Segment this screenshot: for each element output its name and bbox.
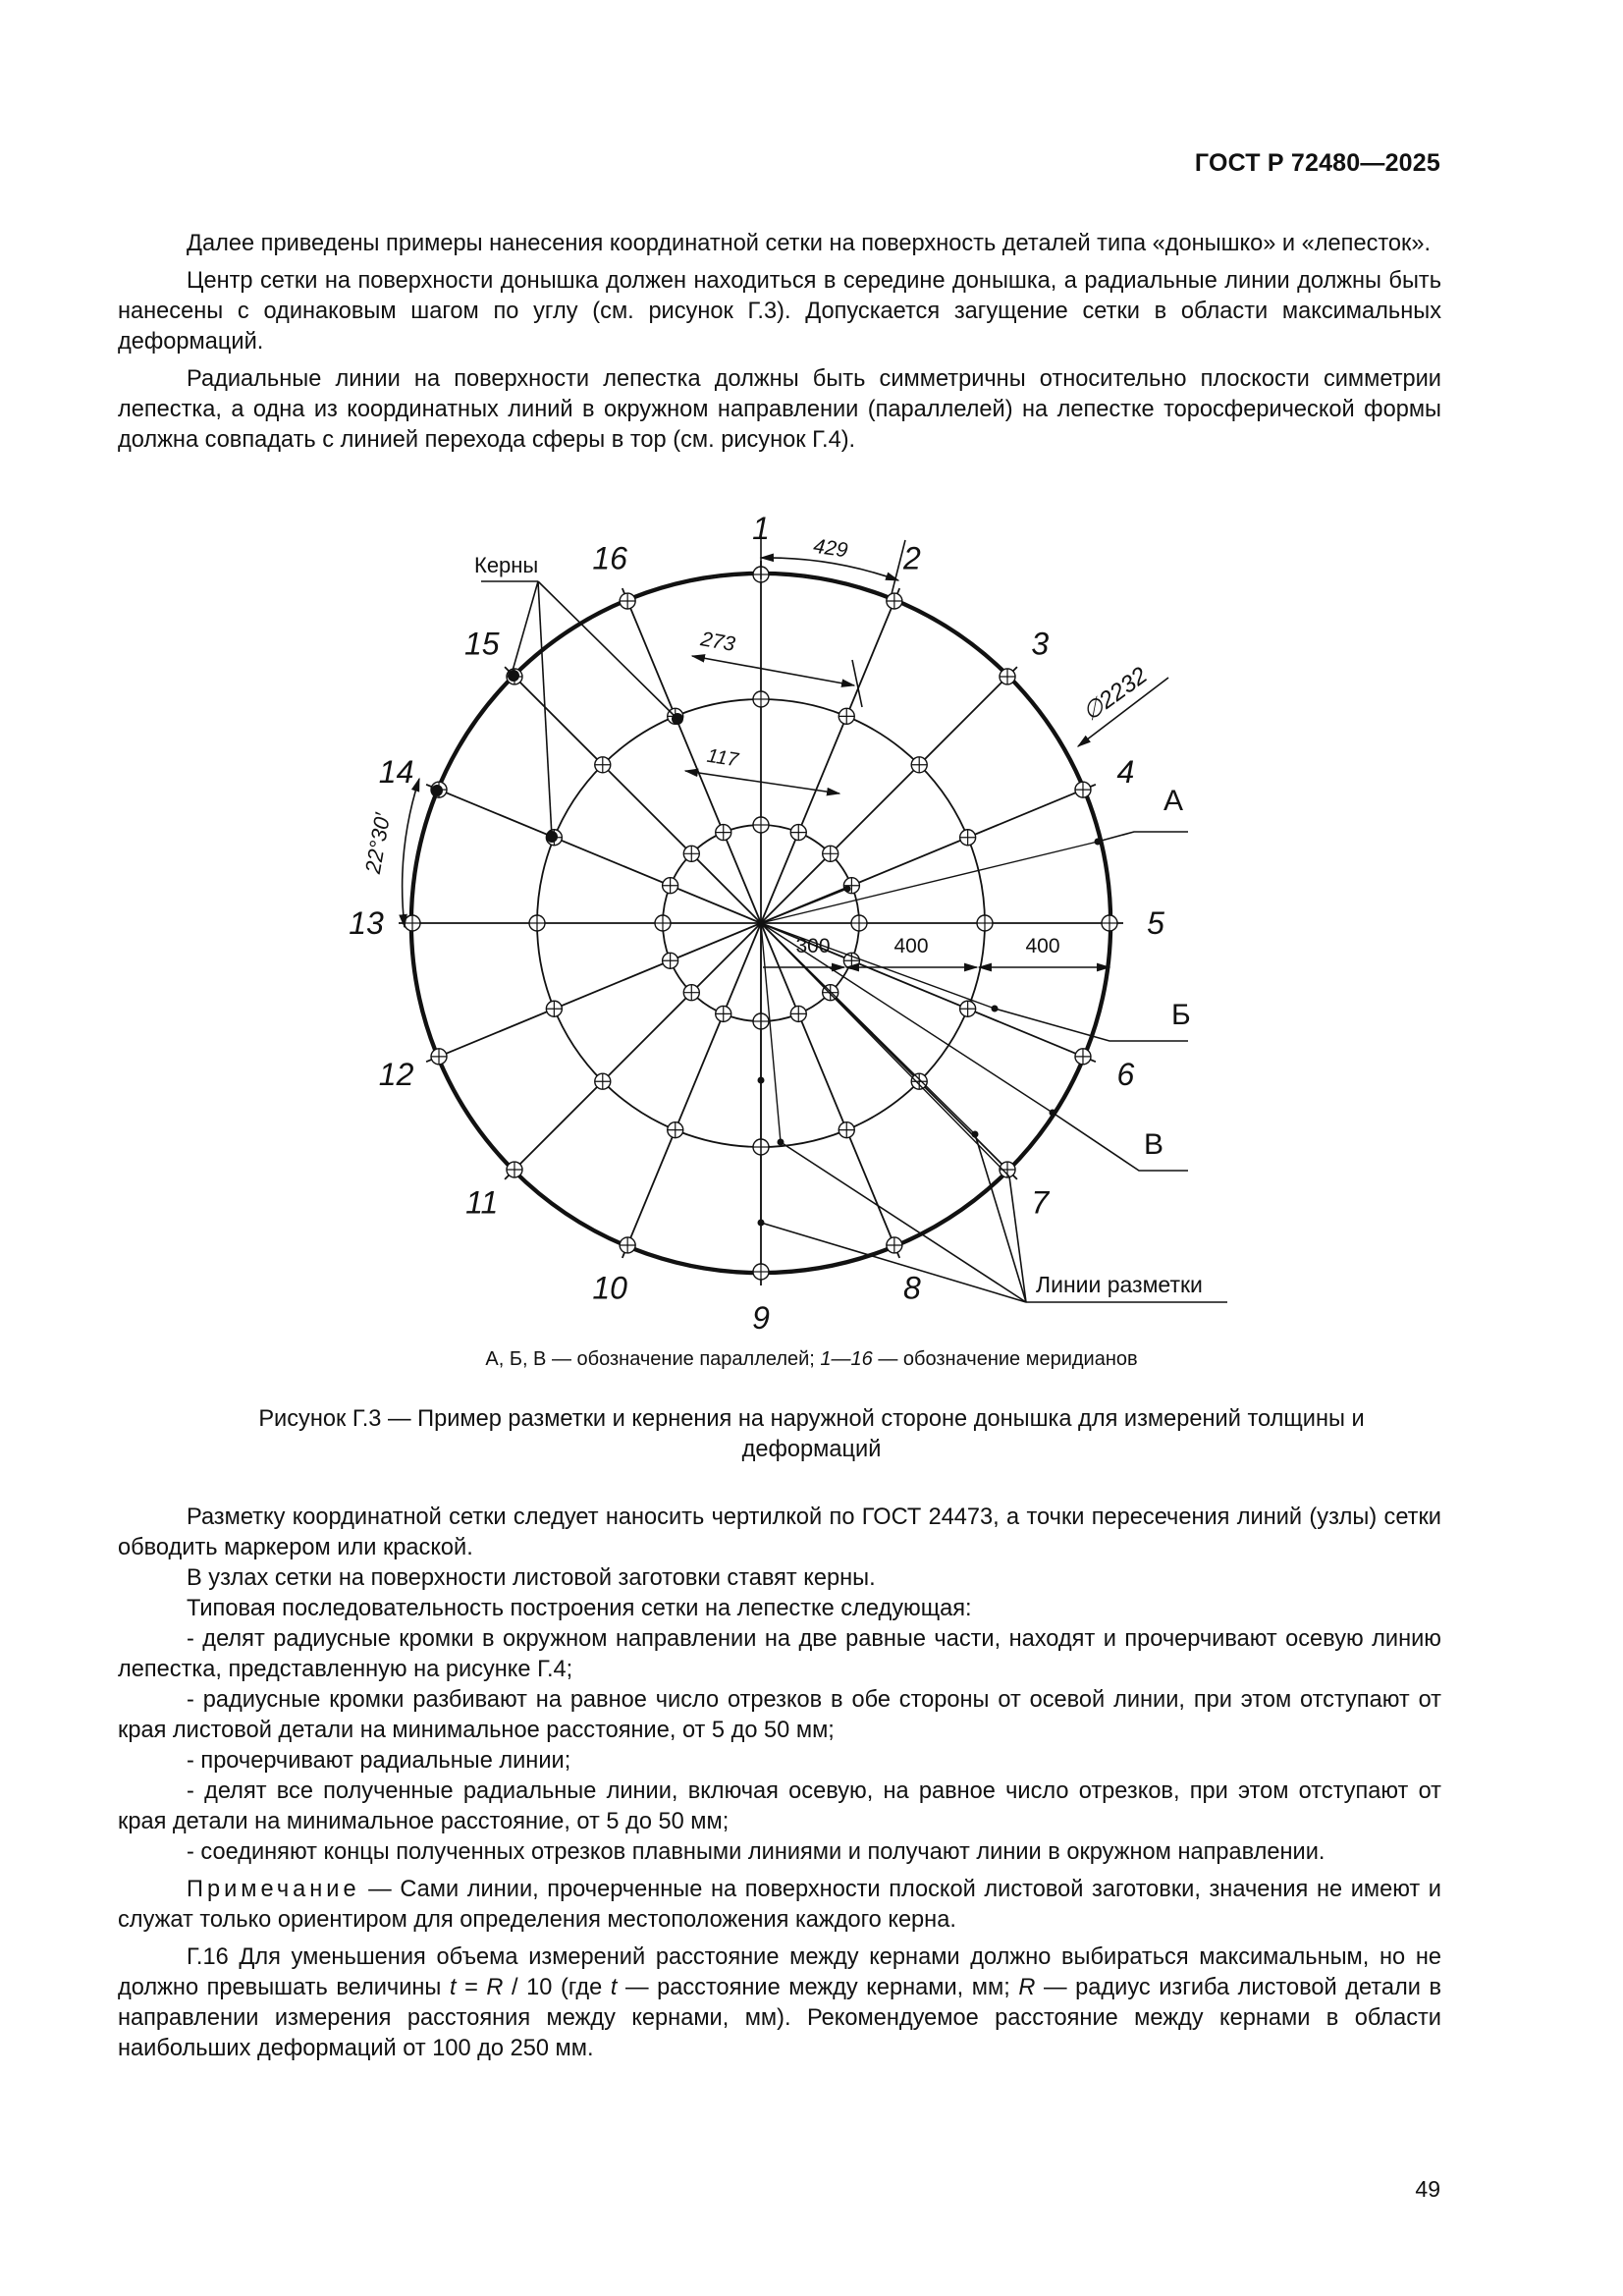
- text-run: — расстояние между кернами, мм;: [617, 1975, 1019, 2000]
- paragraph: Типовая последовательность построения сетки на лепестке следующая:: [187, 1596, 972, 1621]
- meridian-line: [622, 588, 761, 923]
- kern-dot: [508, 670, 519, 682]
- leader-v: [1053, 1113, 1188, 1171]
- figure-caption: [177, 1404, 1446, 1465]
- text-run: =: [456, 1975, 487, 2000]
- meridian-line: [761, 923, 899, 1258]
- meridian-label: 15: [463, 626, 500, 662]
- list-item: - делят радиусные кромки в окружном направлении на две равные части, находят и прочерчивают осевую линию лепестка, представленную на рисунке Г.4;: [118, 1626, 1441, 1682]
- meridian-label: 4: [1116, 754, 1135, 791]
- paragraph: Далее приведены примеры нанесения координатной сетки на поверхность деталей типа «донышко» и «лепесток».: [187, 231, 1432, 256]
- legend-range: 1—16: [820, 1348, 873, 1370]
- variable: t: [610, 1975, 618, 2000]
- meridian-label: 13: [349, 905, 384, 941]
- text-run: / 10 (где: [503, 1975, 611, 2000]
- leader-a: [1098, 832, 1188, 842]
- dim-273: [692, 656, 854, 685]
- dim-273-label: 273: [698, 628, 737, 656]
- label-parallel-a: А: [1163, 785, 1184, 817]
- meridian-line: [761, 667, 1017, 923]
- label-kerny: Керны: [474, 553, 539, 577]
- dim-angle-label: 22°30′: [359, 811, 396, 876]
- figure-g3: [0, 481, 1623, 1336]
- dim-400b-label: 400: [1025, 935, 1060, 957]
- page-number: 49: [1415, 2176, 1440, 2202]
- note-label: Примечание: [187, 1877, 360, 1902]
- meridian-label: 9: [752, 1300, 770, 1336]
- variable: R: [1018, 1975, 1036, 2000]
- label-marking-lines: Линии разметки: [1036, 1272, 1203, 1297]
- paragraph: Радиальные линии на поверхности лепестка должны быть симметричны относительно плоскости симметрии лепестка, а одна из координатных линий в окружном направлении (параллелей) на лепестке торосферической формы должна совпадать с линией перехода сферы в тор (см. рисунок Г.4).: [118, 366, 1441, 453]
- paragraph-g16: [118, 1942, 1441, 2064]
- kern-dot: [758, 1077, 765, 1084]
- meridian-label: 1: [752, 511, 770, 546]
- meridian-label: 11: [465, 1184, 499, 1221]
- paragraph: Разметку координатной сетки следует наносить чертилкой по ГОСТ 24473, а точки пересечения линий (узлы) сетки обводить маркером или краской.: [118, 1504, 1441, 1560]
- marking-line: [761, 923, 975, 1134]
- meridian-line: [505, 667, 761, 923]
- note: [118, 1875, 1441, 1936]
- dim-117: [685, 771, 839, 793]
- grid-diagram: [0, 481, 1623, 1336]
- body-text: [118, 1503, 1441, 2064]
- marking-leader: [761, 1223, 1026, 1302]
- meridian-label: 3: [1031, 626, 1050, 662]
- kern-dot: [431, 785, 443, 796]
- dim-diameter-label: ∅2232: [1077, 662, 1153, 727]
- intro-text: [118, 229, 1441, 456]
- meridian-label: 12: [378, 1056, 414, 1092]
- legend-text: — обозначение меридианов: [872, 1348, 1138, 1370]
- leader-b: [995, 1009, 1188, 1041]
- dim-429-arc: [761, 558, 898, 580]
- figure-legend: [0, 1348, 1623, 1371]
- meridian-label: 8: [902, 1270, 921, 1306]
- meridian-label: 10: [592, 1270, 627, 1306]
- variable: R: [486, 1975, 504, 2000]
- standard-header: ГОСТ Р 72480—2025: [1194, 149, 1440, 177]
- meridian-line: [622, 923, 761, 1258]
- marking-leader: [1009, 1176, 1026, 1302]
- dim-300-label: 300: [795, 935, 831, 957]
- meridian-line: [426, 923, 761, 1062]
- text-run: — радиус изгиба листовой детали в направлении измерения расстояния между кернами, мм). Рекомендуемое расстояние между кернами в области наибольших деформаций от 100 до 250 мм.: [118, 1975, 1442, 2061]
- note-text: — Сами линии, прочерченные на поверхности плоской листовой заготовки, значения не имеют и служат только ориентиром для определения местоположения каждого керна.: [118, 1877, 1441, 1933]
- marking-line: [761, 923, 781, 1142]
- meridian-label: 6: [1116, 1056, 1135, 1092]
- label-parallel-v: В: [1144, 1128, 1164, 1161]
- paragraph: Центр сетки на поверхности донышка должен находиться в середине донышка, а радиальные линии должны быть нанесены с одинаковым шагом по углу (см. рисунок Г.3). Допускается загущение сетки в области максимальных деформаций.: [118, 268, 1441, 355]
- legend-text: А, Б, В — обозначение параллелей;: [485, 1348, 821, 1370]
- dim-429-label: 429: [811, 534, 849, 563]
- kern-dot: [844, 886, 851, 893]
- variable: t: [449, 1975, 457, 2000]
- meridian-label: 7: [1031, 1184, 1050, 1221]
- meridian-label: 14: [378, 754, 414, 791]
- meridian-label: 2: [902, 540, 921, 576]
- list-item: - соединяют концы полученных отрезков плавными линиями и получают линии в окружном направлении.: [187, 1839, 1325, 1865]
- meridian-line: [761, 588, 899, 923]
- caption-line: Рисунок Г.3 — Пример разметки и кернения на наружной стороне донышка для измерений толщины и: [258, 1406, 1365, 1432]
- caption-line: деформаций: [741, 1437, 882, 1462]
- list-item: - радиусные кромки разбивают на равное число отрезков в обе стороны от осевой линии, при этом отступают от края листовой детали на минимальное расстояние, от 5 до 50 мм;: [118, 1687, 1441, 1743]
- dim-117-label: 117: [705, 744, 740, 772]
- meridian-line: [505, 923, 761, 1179]
- label-parallel-b: Б: [1171, 999, 1191, 1031]
- kerny-leader: [538, 581, 552, 837]
- dim-400a-label: 400: [893, 935, 929, 957]
- meridian-label: 16: [592, 540, 627, 576]
- meridian-label: 5: [1147, 905, 1164, 941]
- text-run: Г.16 Для уменьшения объема измерений расстояние между кернами должно выбираться максимальным, но не должно превышать величины: [118, 1944, 1441, 2000]
- meridian-line: [426, 785, 761, 923]
- marking-line: [761, 923, 1009, 1176]
- kerny-leader: [538, 581, 677, 719]
- paragraph: В узлах сетки на поверхности листовой заготовки ставят керны.: [187, 1565, 876, 1591]
- list-item: - делят все полученные радиальные линии, включая осевую, на равное число отрезков, при этом отступают от края детали на минимальное расстояние, от 5 до 50 мм;: [118, 1778, 1441, 1834]
- list-item: - прочерчивают радиальные линии;: [187, 1748, 571, 1774]
